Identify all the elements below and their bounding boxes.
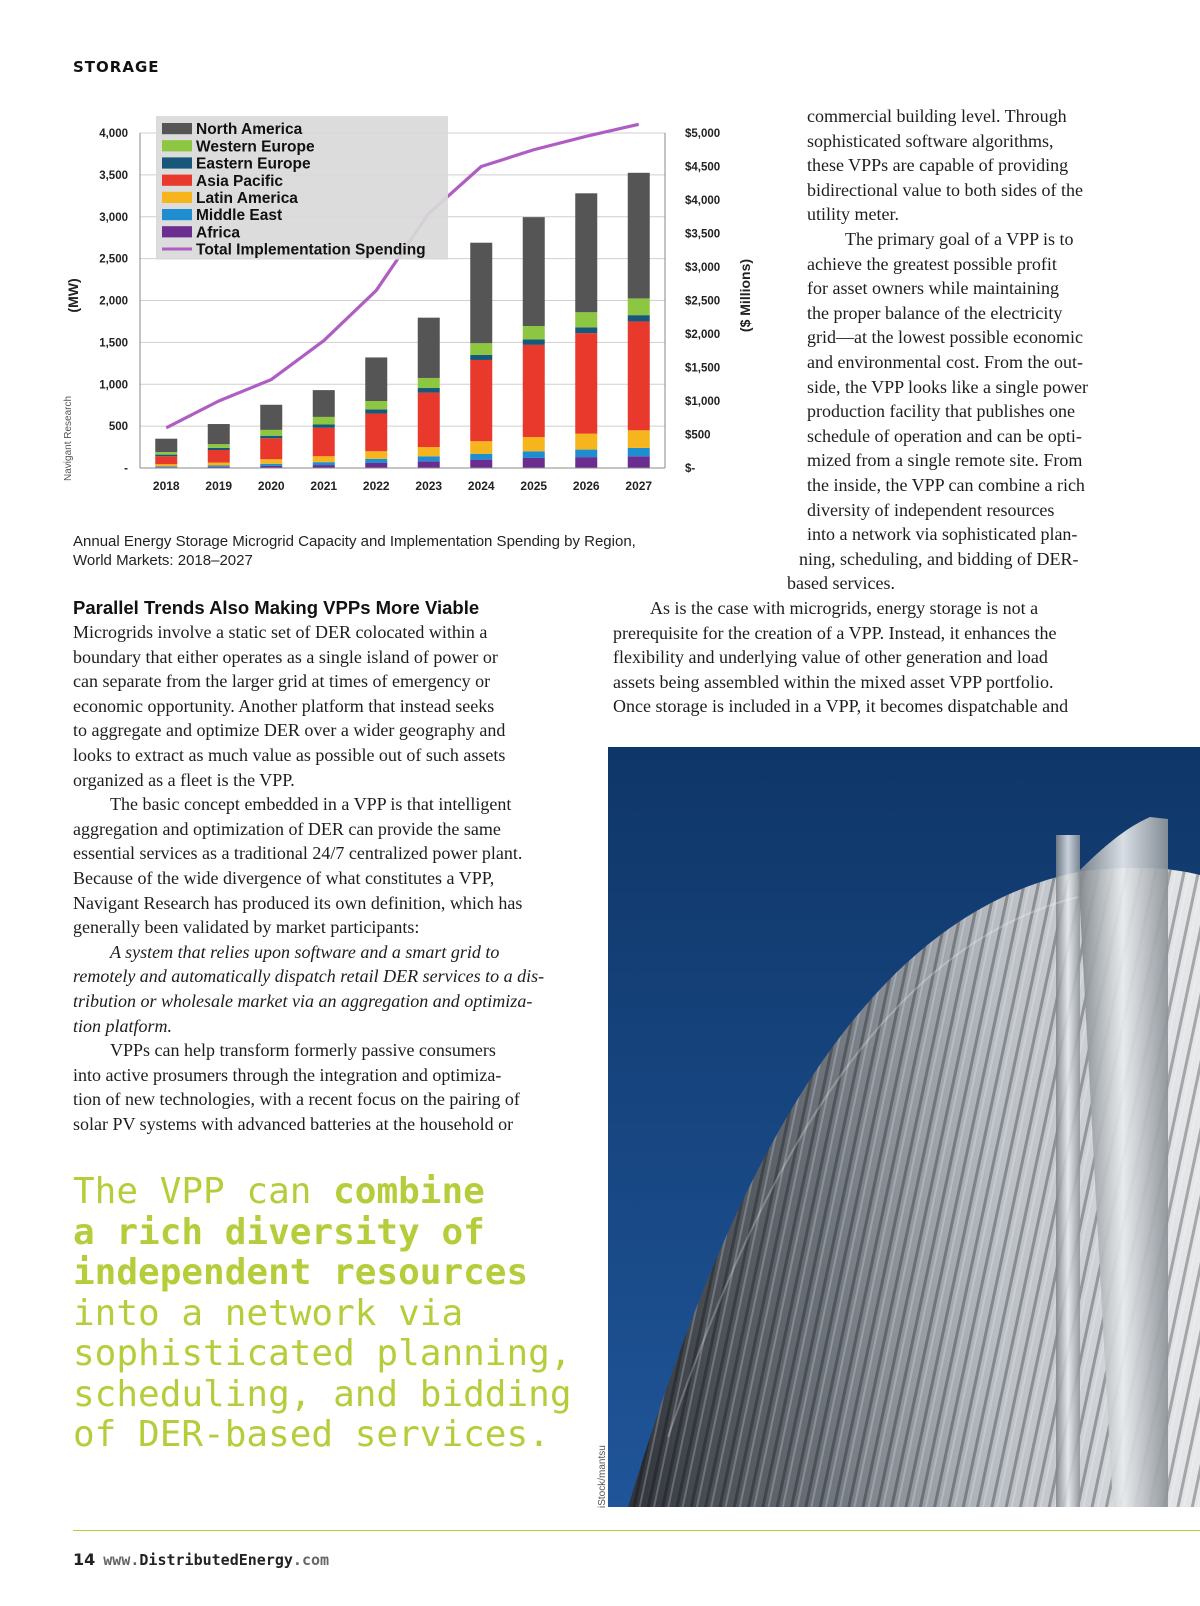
photo-credit: iStock/mantsu [597,1445,608,1508]
pull-quote-emphasis: a rich diversity of [73,1211,485,1253]
body-line: tion of new technologies, with a recent focus on the pairing of [73,1089,520,1110]
legend-label: North America [196,121,303,139]
x-tick-label: 2025 [520,479,548,493]
x-tick-label: 2018 [152,479,180,493]
section-label: STORAGE [73,58,160,76]
body-line: for asset owners while maintaining [807,278,1059,299]
bar-segment [260,464,282,466]
body-line: flexibility and underlying value of other generation and load [613,647,1048,668]
bar-segment [208,424,230,444]
bar-segment [155,466,177,467]
bar-segment [575,312,597,327]
bar-segment [208,465,230,466]
y2-tick-label: $2,000 [685,329,721,341]
body-line: side, the VPP looks like a single power [807,376,1088,397]
definition-line: remotely and automatically dispatch retail DER services to a dis- [73,966,545,987]
bar-segment [575,450,597,458]
bar-segment [628,448,650,456]
bar-segment [208,444,230,448]
body-line: essential services as a traditional 24/7 centralized power plant. [73,843,523,864]
body-line: bidirectional value to both sides of the [807,179,1083,200]
body-line: Navigant Research has produced its own definition, which has [73,892,523,913]
pull-quote [73,1172,572,1456]
footer-url-name: DistributedEnergy [139,1551,293,1569]
body-line: these VPPs are capable of providing [807,155,1069,176]
y2-tick-label: $3,500 [685,228,721,241]
legend-swatch [162,209,192,220]
body-line: based services. [787,573,895,594]
bar-segment [575,193,597,312]
bar-segment [523,437,545,451]
bar-segment [365,357,387,401]
bar-segment [155,464,177,466]
bar-segment [313,424,335,427]
bar-segment [313,417,335,425]
bar-segment [523,345,545,437]
bar-segment [628,430,650,448]
bar-segment [313,428,335,456]
bar-segment [523,458,545,468]
legend-swatch [162,175,192,186]
x-tick-label: 2021 [310,479,338,493]
x-tick-label: 2020 [257,479,285,493]
bar-segment [208,450,230,463]
footer-url[interactable] [103,1551,329,1569]
y2-tick-label: $4,000 [685,195,721,207]
definition-line: tribution or wholesale market via an aggregation and optimiza- [73,990,533,1011]
y-tick-label: 3,000 [99,211,128,224]
bar-segment [260,459,282,464]
body-line: commercial building level. Through [807,106,1067,126]
body-line: aggregation and optimization of DER can provide the same [73,818,501,839]
bar-segment [628,456,650,468]
legend-label: Eastern Europe [196,155,311,173]
body-line: The primary goal of a VPP is to [845,228,1074,249]
body-line: to aggregate and optimize DER over a wider geography and [73,720,506,741]
body-line: the proper balance of the electricity [807,302,1063,323]
y-axis-title: (MW) [65,278,81,313]
x-tick-label: 2027 [625,479,653,493]
y-tick-label: 500 [108,421,128,434]
pull-quote-text: The VPP can [73,1171,334,1212]
chart-caption-line: World Markets: 2018–2027 [73,552,253,569]
bar-segment [365,414,387,452]
y2-tick-label: $1,000 [685,396,721,408]
body-line: grid—at the lowest possible economic [807,327,1083,348]
body-line: Microgrids involve a static set of DER colocated within a [73,622,488,642]
legend-swatch [162,226,192,237]
bar-segment [575,457,597,468]
y2-tick-label: $2,500 [685,295,721,308]
body-line: economic opportunity. Another platform that instead seeks [73,695,495,716]
pull-quote-text: into a network via [73,1292,464,1334]
body-line: solar PV systems with advanced batteries at the household or [73,1113,514,1134]
body-line: into active prosumers through the integration and optimiza- [73,1064,502,1085]
silo-illustration [608,747,1200,1507]
y2-axis-title: ($ Millions) [737,258,753,333]
legend-swatch [162,192,192,203]
bar-segment [523,451,545,458]
body-line: boundary that either operates as a single island of power or [73,646,498,667]
left-column [73,596,544,1136]
silo-photo [608,747,1200,1507]
bar-segment [628,321,650,430]
body-line: organized as a fleet is the VPP. [73,769,295,790]
bar-segment [575,333,597,434]
footer-url-suffix: .com [292,1551,330,1569]
y-tick-label: 2,000 [99,295,128,308]
bar-segment [523,326,545,339]
bar-segment [523,339,545,344]
definition-line: A system that relies upon software and a smart grid to [110,941,500,962]
y-tick-label: - [124,463,128,475]
bar-segment [365,451,387,459]
bar-segment [470,454,492,460]
y2-tick-label: $- [685,463,696,475]
body-line: generally been validated by market participants: [73,917,420,938]
pull-quote-text: scheduling, and bidding [73,1373,572,1415]
right-column-top [787,104,1088,596]
x-tick-label: 2019 [205,479,233,493]
y-tick-label: 1,500 [99,337,128,350]
bar-segment [260,438,282,459]
body-line: ning, scheduling, and bidding of DER- [799,548,1079,569]
bar-segment [470,343,492,355]
pull-quote-text: of DER-based services. [73,1414,550,1455]
bar-segment [470,355,492,360]
bar-segment [470,243,492,344]
y-tick-label: 1,000 [99,379,128,392]
body-line: prerequisite for the creation of a VPP. Instead, it enhances the [613,622,1057,643]
bar-segment [155,439,177,452]
bar-segment [313,456,335,462]
bar-segment [470,460,492,468]
bar-segment [313,462,335,465]
body-line: the inside, the VPP can combine a rich [807,474,1085,495]
footer-url-prefix: www. [103,1551,140,1569]
bar-segment [418,388,440,393]
y2-tick-label: $500 [685,429,711,442]
legend-swatch [162,123,192,134]
legend-label: Africa [196,224,240,242]
bar-segment [155,456,177,464]
bar-segment [418,378,440,388]
bar-segment [418,447,440,456]
body-line: VPPs can help transform formerly passive consumers [110,1040,496,1061]
pull-quote-emphasis: independent resources [73,1252,529,1293]
body-line: looks to extract as much value as possible out of such assets [73,744,506,765]
body-line: assets being assembled within the mixed asset VPP portfolio. [613,671,1054,692]
y2-tick-label: $4,500 [685,161,721,174]
body-line: Once storage is included in a VPP, it becomes dispatchable and [613,696,1069,717]
body-line: schedule of operation and can be opti- [807,425,1082,446]
body-line: diversity of independent resources [807,499,1055,520]
y2-tick-label: $1,500 [685,362,721,375]
bar-segment [260,436,282,439]
section-heading: Parallel Trends Also Making VPPs More Viable [73,597,480,618]
pull-quote-emphasis: combine [333,1171,485,1212]
bar-segment [575,434,597,450]
bar-segment [418,456,440,461]
bar-segment [260,405,282,430]
bar-segment [365,459,387,463]
body-line: can separate from the larger grid at times of emergency or [73,671,491,692]
body-line: utility meter. [807,204,899,225]
bar-segment [365,401,387,409]
storage-capacity-chart [60,105,760,515]
page-footer [73,1550,329,1569]
legend-label: Total Implementation Spending [196,241,426,259]
x-tick-label: 2024 [467,479,495,493]
bar-segment [470,360,492,441]
chart-source-credit: Navigant Research [63,395,74,481]
body-line: sophisticated software algorithms, [807,130,1054,151]
legend-label: Western Europe [196,138,315,156]
body-line: As is the case with microgrids, energy storage is not a [650,598,1039,618]
bar-segment [418,461,440,468]
bar-segment [628,298,650,315]
bar-segment [470,441,492,454]
bar-segment [208,463,230,466]
bar-segment [575,327,597,333]
right-column-mid [613,596,1068,719]
legend-swatch [162,157,192,168]
legend-label: Latin America [196,190,298,207]
legend-swatch [162,140,192,151]
y2-tick-label: $3,000 [685,262,721,274]
bar-segment [155,452,177,455]
chart-caption-line: Annual Energy Storage Microgrid Capacity and Implementation Spending by Region, [73,533,636,550]
y2-tick-label: $5,000 [685,128,721,140]
body-line: The basic concept embedded in a VPP is that intelligent [110,794,512,815]
body-line: production facility that publishes one [807,401,1075,422]
chart-legend [156,116,448,260]
body-line: mized from a single remote site. From [807,450,1083,471]
bar-segment [523,217,545,326]
bar-segment [628,315,650,321]
legend-label: Middle East [196,207,283,225]
body-line: Because of the wide divergence of what constitutes a VPP, [73,867,495,888]
legend-label: Asia Pacific [196,172,284,190]
bar-segment [260,430,282,436]
bar-segment [365,463,387,468]
body-line: achieve the greatest possible profit [807,253,1057,274]
definition-line: tion platform. [73,1015,173,1036]
body-line: into a network via sophisticated plan- [807,524,1078,545]
bar-segment [313,390,335,417]
y-tick-label: 2,500 [99,253,128,266]
bar-segment [155,455,177,457]
x-tick-label: 2023 [415,479,443,493]
bar-segment [208,448,230,450]
bar-segment [418,318,440,378]
bar-segment [365,409,387,413]
x-tick-label: 2026 [572,479,600,493]
bar-segment [418,393,440,447]
page-number: 14 [73,1550,96,1569]
y-tick-label: 3,500 [99,169,128,182]
footer-rule [73,1530,1200,1531]
body-line: and environmental cost. From the out- [807,351,1083,372]
pull-quote-text: sophisticated planning, [73,1333,572,1374]
chart-caption [73,532,723,570]
y-tick-label: 4,000 [99,128,128,140]
x-tick-label: 2022 [362,479,390,493]
bar-segment [628,173,650,299]
